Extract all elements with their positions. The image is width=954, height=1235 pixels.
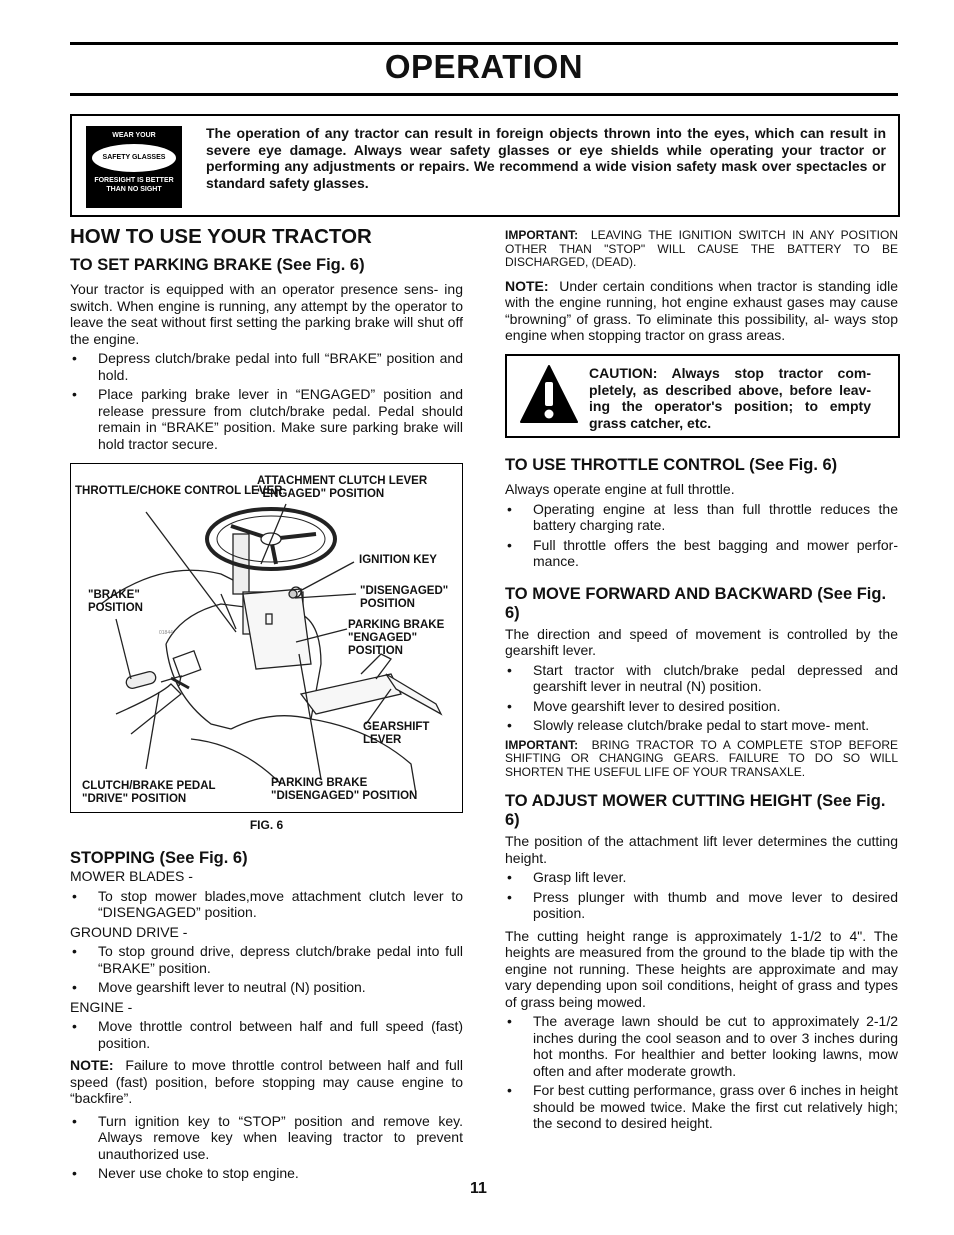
list-item: • Press plunger with thumb and move lever to desired position. xyxy=(505,889,898,922)
height-intro: The position of the attachment lift lever determines the cutting height. xyxy=(505,833,898,866)
caution-text: CAUTION: Always stop tractor com- pletely, as described above, before leav- ing the operator's position; to empty grass catcher, etc. xyxy=(589,365,871,431)
mower-blades-label: MOWER BLADES - xyxy=(70,868,193,884)
list-item: • To stop ground drive, depress clutch/brake pedal into full “BRAKE” position. xyxy=(70,943,463,976)
important-gears xyxy=(505,739,898,780)
top-rule xyxy=(70,42,898,45)
safety-glasses-decal xyxy=(86,126,182,208)
note-text: Under certain conditions when tractor is standing idle with the engine running, hot engine exhaust gases may cause “browning” of grass. To eliminate this possibility, al- ways stop engine when stopping tractor on grass areas. xyxy=(505,277,899,343)
browning-note xyxy=(505,278,898,344)
list-item: • For best cutting performance, grass over 6 inches in height should be mowed twice. Make the first cut relatively high; the second to desired height. xyxy=(505,1082,898,1132)
label-throttle-choke: THROTTLE/CHOKE CONTROL LEVER xyxy=(75,485,283,497)
label-brake-position: "BRAKE" POSITION xyxy=(88,589,143,614)
list-item: • Never use choke to stop engine. xyxy=(70,1165,463,1182)
list-item: • The average lawn should be cut to approximately 2-1/2 inches during the cool season and to over 3 inches during hot months. For healthier and better looking lawns, mow often and after moderate growth. xyxy=(505,1013,898,1079)
decal-bottom-text: FORESIGHT IS BETTER THAN NO SIGHT xyxy=(94,177,174,193)
note-label: NOTE: xyxy=(70,1057,114,1073)
label-disengaged-position: "DISENGAGED" POSITION xyxy=(360,585,449,610)
list-item: • Full throttle offers the best bagging and mower perfor- mance. xyxy=(505,537,898,570)
throttle-heading: TO USE THROTTLE CONTROL (See Fig. 6) xyxy=(505,456,838,474)
important-label: IMPORTANT: xyxy=(505,737,579,752)
list-item: • Depress clutch/brake pedal into full “BRAKE” position and hold. xyxy=(70,350,463,383)
figure-caption: FIG. 6 xyxy=(249,818,284,832)
decal-top-text: WEAR YOUR xyxy=(112,132,156,139)
list-item: • Move gearshift lever to neutral (N) position. xyxy=(70,979,463,996)
page-number: 11 xyxy=(470,1180,487,1197)
right-column-bottom xyxy=(505,456,898,1132)
title-rule xyxy=(70,93,898,96)
engine-label: ENGINE - xyxy=(70,998,133,1015)
important-text: LEAVING THE IGNITION SWITCH IN ANY POSITION OTHER THAN "STOP" WILL CAUSE THE BATTERY TO BE DISCHARGED, (DEAD). xyxy=(505,228,898,269)
right-column-top xyxy=(505,229,898,344)
move-heading: TO MOVE FORWARD AND BACKWARD (See Fig. 6) xyxy=(505,584,887,622)
list-item: • Grasp lift lever. xyxy=(505,869,898,886)
safety-warning-text: The operation of any tractor can result in foreign objects thrown into the eyes, which can result in severe eye damage. Always wear safety glasses or eye shields while operating your tractor or performing any adjustments or repairs. We recommend a wide vision safety mask over spectacles or standard safety glasses. xyxy=(206,125,886,191)
svg-text:01844: 01844 xyxy=(159,630,173,636)
decal-oval-text: SAFETY GLASSES xyxy=(92,144,176,172)
note-label: NOTE: xyxy=(505,277,549,294)
move-intro: The direction and speed of movement is controlled by the gearshift lever. xyxy=(505,625,898,658)
caution-box xyxy=(505,354,900,438)
label-gearshift-lever: GEARSHIFT LEVER xyxy=(363,721,430,746)
warning-triangle-icon xyxy=(519,364,579,426)
label-parking-brake-disengaged: PARKING BRAKE "DISENGAGED" POSITION xyxy=(271,777,418,802)
important-label: IMPORTANT: xyxy=(505,228,579,242)
list-item: • Start tractor with clutch/brake pedal depressed and gearshift lever in neutral (N) position. xyxy=(505,662,898,695)
parking-brake-heading: TO SET PARKING BRAKE (See Fig. 6) xyxy=(70,256,365,274)
parking-intro: Your tractor is equipped with an operator presence sens- ing switch. When engine is running, any attempt by the operator to leave the seat without first setting the parking brake will shut off the engine. xyxy=(70,281,463,347)
label-attachment-clutch: ATTACHMENT CLUTCH LEVER "ENGAGED" POSITION xyxy=(257,475,428,500)
list-item: • To stop mower blades,move attachment clutch lever to “DISENGAGED” position. xyxy=(70,888,463,921)
list-item: • Place parking brake lever in “ENGAGED” position and release pressure from clutch/brake pedal. Pedal should remain in “BRAKE” position. Make sure parking brake will hold tractor secure. xyxy=(70,386,463,452)
height-heading: TO ADJUST MOWER CUTTING HEIGHT (See Fig. 6) xyxy=(505,792,886,829)
page-title: OPERATION xyxy=(384,48,584,85)
stopping-note xyxy=(70,1057,463,1107)
important-ignition xyxy=(505,229,898,270)
stopping-heading: STOPPING (See Fig. 6) xyxy=(70,849,248,867)
list-item: • Operating engine at less than full throttle reduces the battery charging rate. xyxy=(505,501,898,534)
important-text: BRING TRACTOR TO A COMPLETE STOP BEFORE SHIFTING OR CHANGING GEARS. FAILURE TO DO SO WILL SHORTEN THE USEFUL LIFE OF YOUR TRANSAXLE. xyxy=(505,737,898,779)
note-text: Failure to move throttle control between half and full speed (fast) position, before stopping may cause engine to “backfire”. xyxy=(70,1057,464,1106)
left-column-bottom xyxy=(70,849,463,1182)
ground-drive-label: GROUND DRIVE - xyxy=(70,923,188,940)
figure-6 xyxy=(70,463,463,813)
list-item: • Turn ignition key to “STOP” position and remove key. Always remove key when leaving tractor to prevent unauthorized use. xyxy=(70,1113,463,1163)
list-item: • Slowly release clutch/brake pedal to start move- ment. xyxy=(505,717,898,734)
safety-warning-box xyxy=(70,114,900,217)
list-item: • Move throttle control between half and full speed (fast) position. xyxy=(70,1018,463,1051)
list-item: • Move gearshift lever to desired position. xyxy=(505,698,898,715)
throttle-intro: Always operate engine at full throttle. xyxy=(505,481,735,497)
label-clutch-brake-drive: CLUTCH/BRAKE PEDAL "DRIVE" POSITION xyxy=(82,780,216,805)
section-heading: HOW TO USE YOUR TRACTOR xyxy=(70,225,372,248)
left-column-top xyxy=(70,225,463,452)
label-ignition-key: IGNITION KEY xyxy=(359,554,437,566)
height-paragraph: The cutting height range is approximately 1-1/2 to 4". The heights are measured from the ground to the blade tip with the engine not running. These heights are approximate and may vary depending upon soil conditions, height of grass and types of grass being mowed. xyxy=(505,927,898,1010)
label-parking-brake-engaged: PARKING BRAKE "ENGAGED" POSITION xyxy=(348,619,445,657)
